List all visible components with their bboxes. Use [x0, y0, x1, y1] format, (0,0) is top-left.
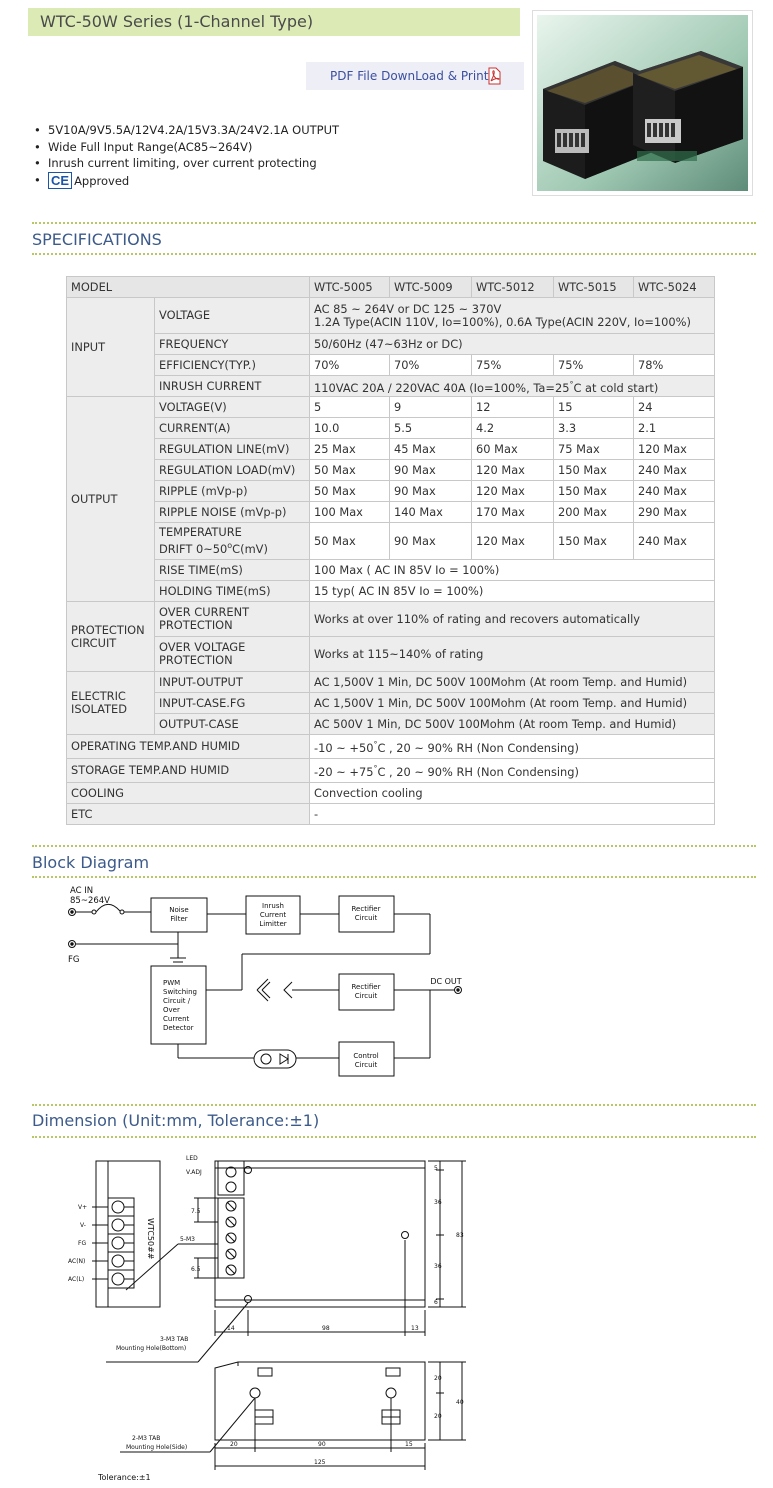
ocp-value: Works at over 110% of rating and recovers automatically [310, 602, 715, 637]
value-cell: 170 Max [472, 502, 554, 523]
mount-hole-icon [402, 1232, 409, 1239]
inrush-row [67, 376, 715, 397]
value-cell: 15 [554, 397, 634, 418]
value-cell: 90 Max [390, 481, 472, 502]
value-text: -20 ~ +75 [314, 764, 374, 779]
dimension-drawing [0, 1140, 773, 1488]
holding-time-value: 15 typ( AC IN 85V Io = 100%) [310, 581, 715, 602]
series-title-bar [28, 8, 520, 36]
ac-range-label: 85~264V [70, 896, 110, 906]
inrush-label: Inrush [262, 902, 284, 910]
dim-6: 6 [434, 1299, 438, 1306]
model-cell: WTC-5012 [472, 277, 554, 298]
op-temp-value [310, 735, 715, 759]
holding-time-row [67, 581, 715, 602]
model-cell: WTC-5024 [634, 277, 715, 298]
dim-7-5: 7.5 [191, 1208, 201, 1215]
value-cell: 150 Max [554, 460, 634, 481]
value-cell: 90 Max [390, 460, 472, 481]
output-row [67, 502, 715, 523]
inrush-label: Current [259, 911, 287, 919]
tab-side-label: 2-M3 TAB [132, 1435, 161, 1442]
output-row [67, 481, 715, 502]
isolated-row [67, 714, 715, 735]
efficiency-row [67, 355, 715, 376]
feature-item: • 5V10A/9V5.5A/12V4.2A/15V3.3A/24V2.1A OUTPUT [34, 122, 339, 139]
value-cell: 150 Max [554, 523, 634, 560]
ce-mark-icon: CE [48, 172, 72, 189]
dim-83: 83 [456, 1232, 464, 1239]
dim-98: 98 [322, 1325, 330, 1332]
dim-125: 125 [314, 1459, 326, 1466]
value-cell: 75% [554, 355, 634, 376]
isolated-value: AC 1,500V 1 Min, DC 500V 100Mohm (At room Temp. and Humid) [310, 693, 715, 714]
value-cell: 25 Max [310, 439, 390, 460]
row-label-line: OVER VOLTAGE [159, 640, 246, 654]
row-label: INPUT-OUTPUT [155, 672, 310, 693]
frequency-row [67, 334, 715, 355]
value-cell: 10.0 [310, 418, 390, 439]
value-cell: 5 [310, 397, 390, 418]
rise-time-row [67, 560, 715, 581]
value-cell: 120 Max [472, 481, 554, 502]
value-cell: 140 Max [390, 502, 472, 523]
mount-hole-icon [386, 1388, 396, 1398]
value-cell: 50 Max [310, 523, 390, 560]
row-label-text: C(mV) [232, 541, 268, 556]
row-label: ETC [67, 804, 310, 825]
dim-13: 13 [411, 1325, 419, 1332]
value-cell: 78% [634, 355, 715, 376]
pwm-label: Over [163, 1006, 180, 1014]
dc-out-label: DC OUT [430, 977, 462, 986]
value-cell: 45 Max [390, 439, 472, 460]
control-label: Circuit [354, 1061, 378, 1069]
rectifier-label: Circuit [354, 992, 378, 1000]
group-label-line: ELECTRIC [71, 689, 126, 703]
dim-36: 36 [434, 1263, 442, 1270]
model-label: MODEL [67, 277, 310, 298]
group-label-line: CIRCUIT [71, 635, 117, 650]
pin-label: V+ [78, 1204, 88, 1211]
model-cell: WTC-5015 [554, 277, 634, 298]
rectifier-label: Circuit [354, 914, 378, 922]
degree-mark: ° [373, 764, 378, 774]
screw-label: 5-M3 [180, 1236, 195, 1243]
input-voltage-line: AC 85 ~ 264V or DC 125 ~ 370V [314, 301, 502, 316]
value-text: C , 20 ~ 90% RH (Non Condensing) [377, 764, 579, 779]
group-label-line: ISOLATED [71, 702, 127, 716]
feature-item-ce [34, 172, 339, 190]
row-label: EFFICIENCY(TYP.) [155, 355, 310, 376]
pin-label: FG [78, 1240, 87, 1247]
block-diagram [0, 878, 773, 1098]
temp-drift-row [67, 523, 715, 560]
cooling-row [67, 783, 715, 804]
value-cell: 12 [472, 397, 554, 418]
pin-label: AC(L) [68, 1276, 85, 1283]
row-label: OPERATING TEMP.AND HUMID [67, 735, 310, 759]
pwm-block [151, 966, 206, 1044]
value-cell: 100 Max [310, 502, 390, 523]
isolated-row [67, 693, 715, 714]
value-cell: 9 [390, 397, 472, 418]
input-voltage-line: 1.2A Type(ACIN 110V, Io=100%), 0.6A Type(ACIN 220V, Io=100%) [314, 314, 691, 329]
row-label-line: PROTECTION [159, 618, 233, 632]
inrush-label: Limitter [259, 920, 287, 928]
divider [32, 845, 756, 847]
dim-20: 20 [434, 1375, 442, 1382]
protection-group-label [67, 602, 155, 672]
row-label: CURRENT(A) [155, 418, 310, 439]
rectifier-label: Rectifier [351, 983, 381, 991]
ocp-row [67, 602, 715, 637]
value-cell: 5.5 [390, 418, 472, 439]
row-label: VOLTAGE [155, 298, 310, 334]
mount-hole-icon [245, 1296, 252, 1303]
dimension-heading: Dimension (Unit:mm, Tolerance:±1) [32, 1111, 320, 1130]
output-row [67, 460, 715, 481]
output-row [67, 418, 715, 439]
specifications-heading: SPECIFICATIONS [32, 230, 162, 249]
value-cell: 290 Max [634, 502, 715, 523]
divider [32, 1136, 756, 1138]
degree-mark: ° [569, 379, 574, 389]
pwm-label: Detector [163, 1024, 194, 1032]
value-cell: 75 Max [554, 439, 634, 460]
dim-90: 90 [318, 1441, 326, 1448]
value-text: C , 20 ~ 90% RH (Non Condensing) [377, 740, 579, 755]
feature-list [34, 122, 339, 189]
row-label: STORAGE TEMP.AND HUMID [67, 759, 310, 783]
dim-6-5: 6.5 [191, 1266, 201, 1273]
dim-15: 15 [405, 1441, 413, 1448]
dim-40: 40 [456, 1399, 464, 1406]
divider [32, 253, 756, 255]
value-cell: 90 Max [390, 523, 472, 560]
feature-item: • Inrush current limiting, over current protecting [34, 155, 339, 172]
inrush-text: 110VAC 20A / 220VAC 40A (Io=100%, Ta=25 [314, 380, 570, 395]
fg-label: FG [68, 955, 80, 965]
led-vadj-block [218, 1161, 244, 1195]
degree-mark: ° [373, 740, 378, 750]
value-cell: 70% [390, 355, 472, 376]
value-cell: 240 Max [634, 523, 715, 560]
output-group-label: OUTPUT [67, 397, 155, 602]
row-label-line: PROTECTION [159, 653, 233, 667]
divider [32, 1104, 756, 1106]
value-cell: 70% [310, 355, 390, 376]
ac-in-label: AC IN [70, 886, 94, 896]
tab-bottom-label: 3-M3 TAB [160, 1336, 189, 1343]
mount-hole-icon [250, 1388, 260, 1398]
row-label [155, 602, 310, 637]
st-temp-row [67, 759, 715, 783]
dim-5: 5 [434, 1165, 438, 1172]
series-title: WTC-50W Series (1-Channel Type) [40, 12, 314, 31]
value-cell: 120 Max [472, 523, 554, 560]
row-label-line: TEMPERATURE [159, 525, 242, 540]
cooling-value: Convection cooling [310, 783, 715, 804]
etc-value: - [310, 804, 715, 825]
isolated-value: AC 1,500V 1 Min, DC 500V 100Mohm (At room Temp. and Humid) [310, 672, 715, 693]
row-label-line [159, 539, 305, 556]
value-cell: 75% [472, 355, 554, 376]
pwm-label: Switching [163, 988, 197, 996]
row-label: RIPPLE (mVp-p) [155, 481, 310, 502]
isolated-value: AC 500V 1 Min, DC 500V 100Mohm (At room Temp. and Humid) [310, 714, 715, 735]
value-cell: 120 Max [634, 439, 715, 460]
terminal-screws [226, 1201, 236, 1275]
block-diagram-heading: Block Diagram [32, 853, 150, 872]
pin-label: AC(N) [68, 1258, 86, 1265]
value-cell: 50 Max [310, 460, 390, 481]
value-text: -10 ~ +50 [314, 740, 374, 755]
value-cell: 24 [634, 397, 715, 418]
pwm-label: PWM [163, 979, 181, 987]
dim-20: 20 [434, 1413, 442, 1420]
value-cell: 120 Max [472, 460, 554, 481]
model-cell: WTC-5009 [390, 277, 472, 298]
value-cell: 200 Max [554, 502, 634, 523]
output-row [67, 439, 715, 460]
feature-approved: Approved [74, 173, 130, 188]
tab-side-label: Mounting Hole(Side) [126, 1444, 188, 1451]
feature-item: • Wide Full Input Range(AC85~264V) [34, 139, 339, 156]
degree-mark: o [227, 541, 233, 551]
isolated-group-label [67, 672, 155, 735]
value-cell: 240 Max [634, 460, 715, 481]
op-temp-row [67, 735, 715, 759]
row-label: REGULATION LINE(mV) [155, 439, 310, 460]
noise-label: Noise [169, 906, 189, 914]
top-view-outline [215, 1161, 425, 1307]
value-cell: 60 Max [472, 439, 554, 460]
row-label: VOLTAGE(V) [155, 397, 310, 418]
model-cell: WTC-5005 [310, 277, 390, 298]
pwm-label: Circuit / [163, 997, 191, 1005]
input-voltage-row [67, 298, 715, 334]
terminal-block-side [108, 1198, 134, 1288]
value-cell: 2.1 [634, 418, 715, 439]
row-label [155, 523, 310, 560]
group-label-line: PROTECTION [71, 622, 145, 637]
value-cell: 50 Max [310, 481, 390, 502]
value-cell: 3.3 [554, 418, 634, 439]
spec-table [66, 276, 715, 825]
pdf-download-button[interactable] [306, 62, 524, 90]
front-view-outline [215, 1362, 425, 1440]
output-row [67, 397, 715, 418]
inrush-value [310, 376, 715, 397]
frequency-value: 50/60Hz (47~63Hz or DC) [310, 334, 715, 355]
row-label-text: DRIFT 0~50 [159, 541, 228, 556]
st-temp-value [310, 759, 715, 783]
product-photo [532, 10, 753, 196]
dim-14: 14 [227, 1325, 235, 1332]
pwm-label: Current [163, 1015, 190, 1023]
divider [32, 222, 756, 224]
tab-bottom-label: Mounting Hole(Bottom) [116, 1345, 187, 1352]
pdf-download-label: PDF File DownLoad & Print [330, 69, 489, 83]
value-cell: 4.2 [472, 418, 554, 439]
ovp-value: Works at 115~140% of rating [310, 637, 715, 672]
row-label: RISE TIME(mS) [155, 560, 310, 581]
row-label: COOLING [67, 783, 310, 804]
input-group-label: INPUT [67, 298, 155, 397]
row-label: REGULATION LOAD(mV) [155, 460, 310, 481]
input-voltage-value [310, 298, 715, 334]
row-label: FREQUENCY [155, 334, 310, 355]
value-cell: 150 Max [554, 481, 634, 502]
control-label: Control [353, 1052, 379, 1060]
row-label-line: OVER CURRENT [159, 605, 250, 619]
vadj-label: V.ADJ [186, 1169, 202, 1176]
inrush-text: C at cold start) [573, 380, 659, 395]
optocoupler-icon [254, 1050, 296, 1068]
row-label: INPUT-CASE.FG [155, 693, 310, 714]
pdf-icon [486, 67, 502, 85]
isolated-row [67, 672, 715, 693]
row-label: RIPPLE NOISE (mVp-p) [155, 502, 310, 523]
row-label [155, 637, 310, 672]
rise-time-value: 100 Max ( AC IN 85V Io = 100%) [310, 560, 715, 581]
etc-row [67, 804, 715, 825]
dim-36: 36 [434, 1199, 442, 1206]
led-label: LED [186, 1155, 198, 1162]
row-label: INRUSH CURRENT [155, 376, 310, 397]
ovp-row [67, 637, 715, 672]
row-label: HOLDING TIME(mS) [155, 581, 310, 602]
model-row [67, 277, 715, 298]
value-cell: 240 Max [634, 481, 715, 502]
row-label: OUTPUT-CASE [155, 714, 310, 735]
model-mark: WTC50## [146, 1218, 155, 1260]
pin-label: V- [80, 1222, 86, 1229]
transformer-icon [257, 979, 270, 1001]
tolerance-label: Tolerance:±1 [98, 1473, 151, 1482]
noise-label: Filter [170, 915, 188, 923]
rectifier-label: Rectifier [351, 905, 381, 913]
dim-20: 20 [230, 1441, 238, 1448]
